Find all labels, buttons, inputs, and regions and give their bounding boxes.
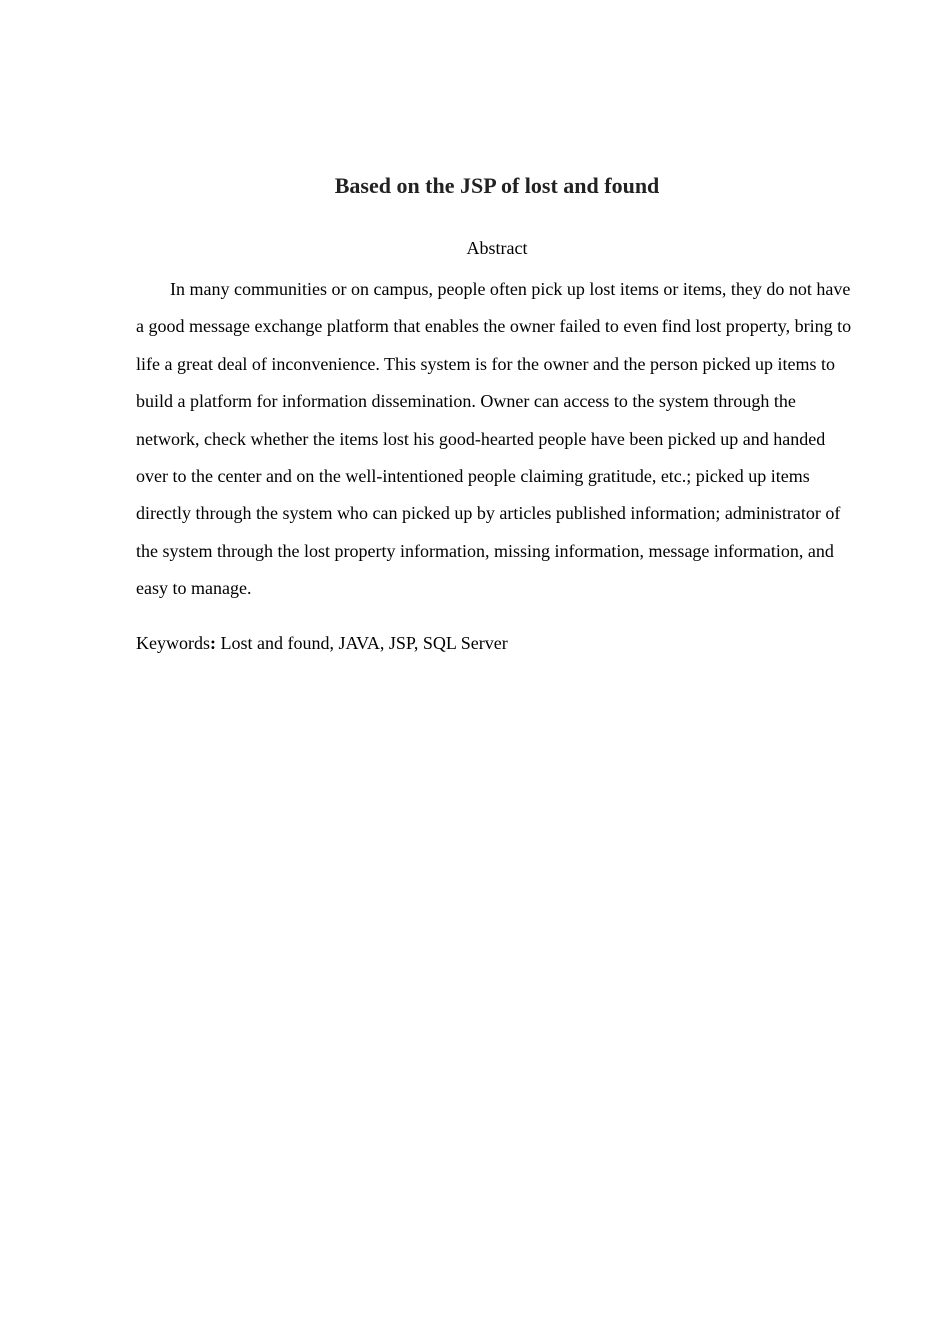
- abstract-paragraph: In many communities or on campus, people often pick up lost items or items, they do not have a good message exchange platform that enables the owner failed to even find lost property, bring to life a great deal of inconvenience. This system is for the owner and the person picked up items to build a platform for information dissemination. Owner can access to the system through the network, check whether the items lost his good-hearted people have been picked up and handed over to the center and on the well-intentioned people claiming gratitude, etc.; picked up items directly through the system who can picked up by articles published information; administrator of the system through the lost property information, missing information, message information, and easy to manage.: [136, 279, 852, 599]
- abstract-heading: Abstract: [466, 238, 528, 258]
- keywords-value: Lost and found, JAVA, JSP, SQL Server: [216, 633, 508, 653]
- keywords-line: [136, 631, 858, 655]
- page-title: Based on the JSP of lost and found: [334, 173, 660, 198]
- keywords-label: Keywords: [136, 633, 210, 653]
- keywords-colon: :: [210, 633, 216, 653]
